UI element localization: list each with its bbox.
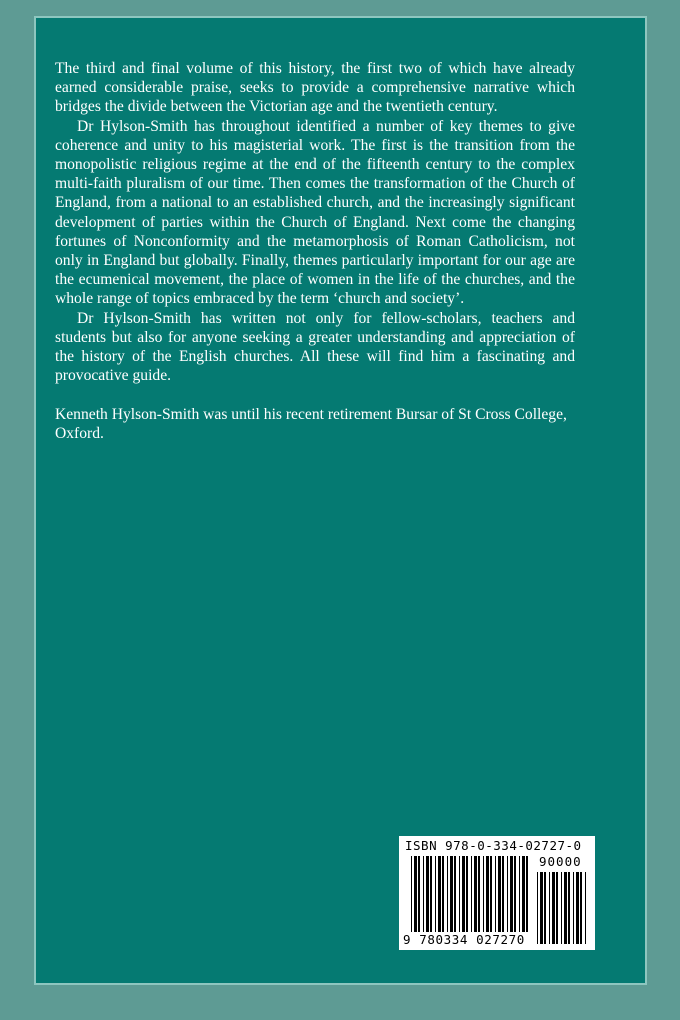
barcode-bar — [411, 856, 412, 932]
barcode-bar — [471, 856, 472, 932]
barcode-bar — [438, 856, 441, 932]
barcode-bar — [478, 856, 480, 932]
barcode-bar — [540, 872, 543, 944]
barcode — [399, 836, 595, 950]
barcode-bar — [450, 856, 453, 932]
barcode-bar — [474, 856, 477, 932]
barcode-bar — [418, 856, 420, 932]
barcode-bar — [414, 856, 417, 932]
barcode-bar — [585, 872, 586, 944]
blurb-paragraph-1: The third and final volume of this history, the first two of which have already earned considerable praise, seeks to provide a comprehensive narrative which bridges the divide between the Victorian age and the twentieth century. — [55, 60, 575, 116]
isbn-label: ISBN 978-0-334-02727-0 — [405, 838, 582, 853]
barcode-bar — [576, 872, 579, 944]
barcode-bar — [568, 872, 570, 944]
barcode-bar — [510, 856, 513, 932]
author-note: Kenneth Hylson-Smith was until his recent retirement Bursar of St Cross College, Oxford. — [55, 405, 567, 442]
barcode-bar — [507, 856, 508, 932]
barcode-bar — [544, 872, 546, 944]
blurb-text — [55, 59, 575, 443]
barcode-bar — [466, 856, 468, 932]
barcode-bar — [483, 856, 484, 932]
barcode-bar — [526, 856, 528, 932]
barcode-bar — [442, 856, 444, 932]
blurb-paragraph-3: Dr Hylson-Smith has written not only for fellow-scholars, teachers and students but also for anyone seeking a greater understanding and appreciation of the history of the English churches. All these will find him a fascinating and provocative guide. — [55, 309, 575, 385]
barcode-bar — [423, 856, 424, 932]
barcode-bar — [537, 872, 538, 944]
barcode-bar — [514, 856, 516, 932]
barcode-addon-number: 90000 — [539, 854, 582, 869]
barcode-bar — [549, 872, 550, 944]
barcode-bar — [426, 856, 429, 932]
barcode-bar — [561, 872, 562, 944]
barcode-bar — [490, 856, 492, 932]
blurb-paragraph-2: Dr Hylson-Smith has throughout identified a number of key themes to give coherence and unity to his magisterial work. The first is the transition from the monopolistic religious regime at the end of the fifteenth century to the complex multi-faith pluralism of our time. Then comes the transformation of the Church of England, from a national to an established church, and the increasingly significant development of parties within the Church of England. Next come the changing fortunes of Nonconformity and the metamorphosis of Roman Catholicism, not only in England but globally. Finally, themes particularly important for our age are the ecumenical movement, the place of women in the life of the churches, and the whole range of topics embraced by the term ‘church and society’. — [55, 117, 575, 308]
barcode-bar — [486, 856, 489, 932]
barcode-bar — [459, 856, 460, 932]
barcode-ean-number: 9 780334 027270 — [403, 932, 525, 947]
barcode-bar — [519, 856, 520, 932]
barcode-bar — [430, 856, 432, 932]
barcode-bar — [573, 872, 574, 944]
barcode-bar — [435, 856, 436, 932]
barcode-bar — [580, 872, 582, 944]
barcode-bar — [454, 856, 456, 932]
barcode-bar — [564, 872, 567, 944]
barcode-bar — [522, 856, 525, 932]
barcode-bar — [498, 856, 501, 932]
barcode-bar — [462, 856, 465, 932]
barcode-bar — [447, 856, 448, 932]
barcode-bar — [556, 872, 558, 944]
barcode-bar — [552, 872, 555, 944]
barcode-bar — [495, 856, 496, 932]
barcode-bar — [502, 856, 504, 932]
